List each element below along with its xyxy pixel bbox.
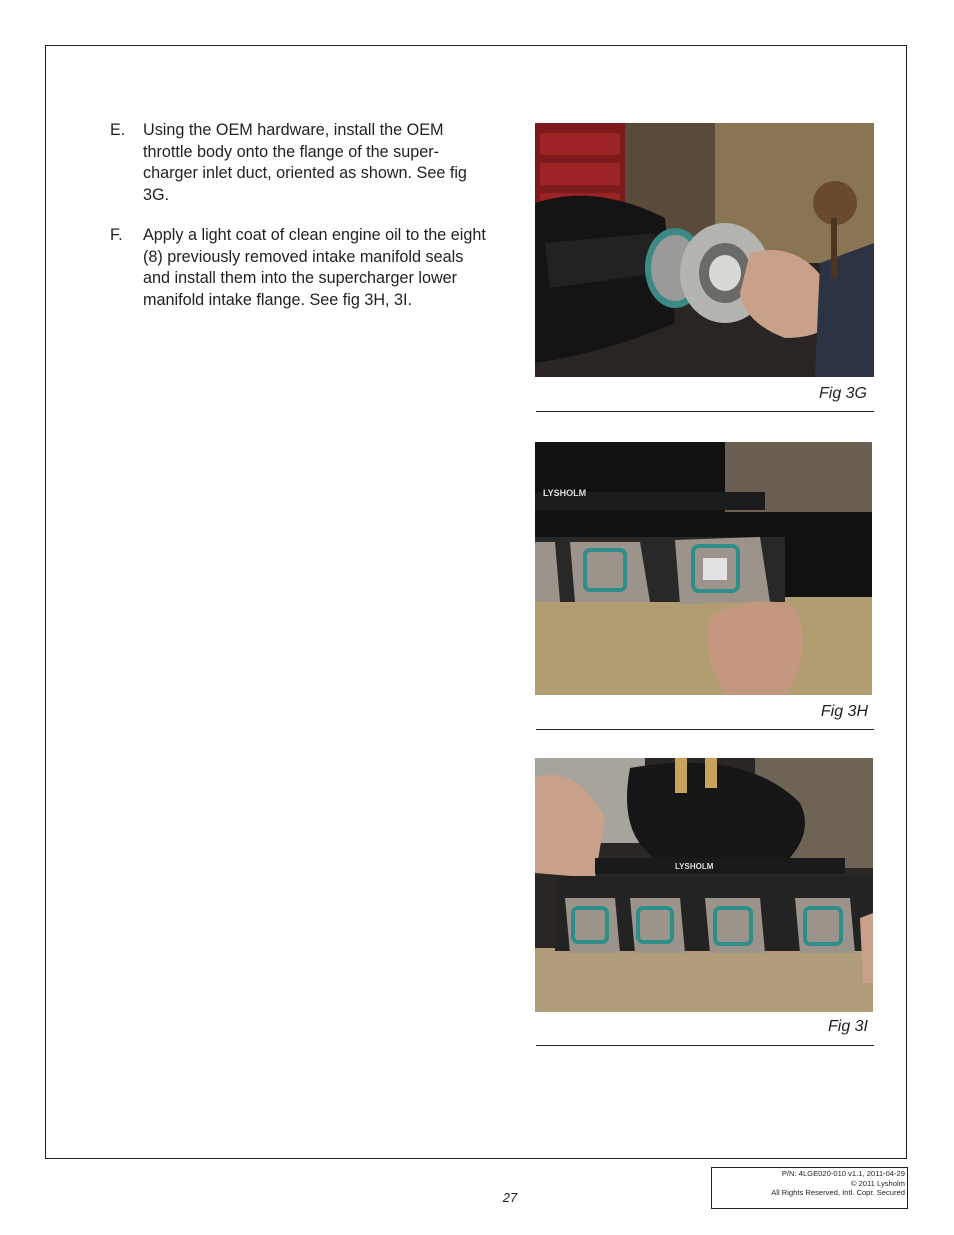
photo-throttle-body-install bbox=[535, 123, 874, 377]
page-number: 27 bbox=[502, 1190, 518, 1205]
part-number: P/N: 4LGE020-010 v1.1, 2011-04-29 bbox=[781, 1169, 905, 1178]
photo-manifold-seal-closeup bbox=[535, 442, 872, 695]
step-letter: E. bbox=[110, 121, 126, 139]
step-text: Using the OEM hardware, install the OEM throttle body onto the flange of the super-charger inlet duct, oriented as shown. See fig 3G. bbox=[143, 121, 467, 204]
brand-logo-text: LYSHOLM bbox=[675, 862, 714, 871]
caption-rule bbox=[536, 411, 874, 412]
step-text: Apply a light coat of clean engine oil to the eight (8) previously removed intake manifold seals and install them into the supercharger lower manifold intake flange. See fig 3H, 3I. bbox=[143, 226, 486, 309]
step-letter: F. bbox=[110, 226, 123, 244]
legal-notice-box bbox=[711, 1167, 908, 1209]
photo-manifold-seals-installed bbox=[535, 758, 873, 1012]
caption-rule bbox=[536, 729, 874, 730]
figure-caption: Fig 3H bbox=[820, 703, 868, 720]
figure-caption: Fig 3G bbox=[818, 385, 867, 402]
caption-rule bbox=[536, 1045, 874, 1046]
rights-line: All Rights Reserved, Intl. Copr. Secured bbox=[771, 1188, 905, 1198]
brand-logo-text: LYSHOLM bbox=[543, 488, 587, 498]
figure-caption: Fig 3I bbox=[827, 1018, 868, 1035]
copyright-line: © 2011 Lysholm bbox=[850, 1178, 905, 1188]
